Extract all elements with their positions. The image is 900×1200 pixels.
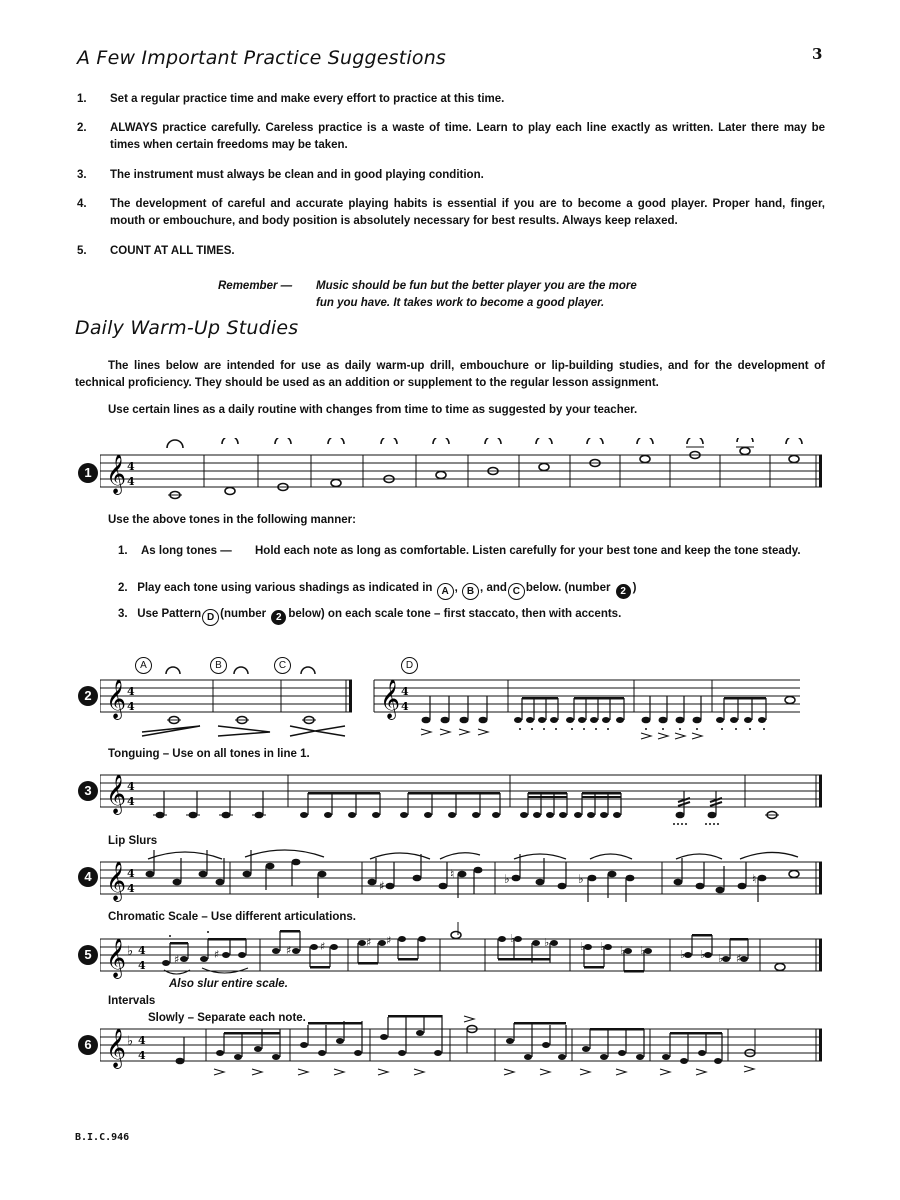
warmup-intro: The lines below are intended for use as daily warm-up drill, embouchure or lip-building studies, and for the development of technical proficiency. They should be used as an addition or supplement to the regular lesson assignment. <box>75 360 825 389</box>
mark-c-icon: C <box>274 657 291 674</box>
svg-text:♭: ♭ <box>127 944 134 959</box>
svg-text:♯: ♯ <box>366 936 372 949</box>
treble-clef-icon: 𝄞 <box>106 938 127 978</box>
usage-item3: 3. Use Pattern D (number 2 below) on each scale tone – first staccato, then with accents. <box>118 606 621 626</box>
tonguing-label: Tonguing – Use on all tones in line 1. <box>108 748 310 760</box>
number-2-icon: 2 <box>616 584 631 599</box>
svg-text:♯: ♯ <box>174 953 180 966</box>
mark-b-icon: B <box>462 583 479 600</box>
mark-c-icon: C <box>508 583 525 600</box>
svg-text:4: 4 <box>127 795 135 808</box>
usage-intro: Use the above tones in the following manner: <box>108 514 356 526</box>
section-title: Daily Warm-Up Studies <box>75 317 299 339</box>
staff-line-5 <box>100 922 830 982</box>
line-number-1: 1 <box>78 463 98 483</box>
suggestion-text: COUNT AT ALL TIMES. <box>110 245 235 257</box>
mark-a-icon: A <box>437 583 454 600</box>
svg-text:4: 4 <box>127 882 135 895</box>
usage-item1-text: Hold each note as long as comfortable. Listen carefully for your best tone and keep the tone steady. <box>255 545 801 557</box>
svg-text:♭: ♭ <box>578 872 584 886</box>
remember-label: Remember — <box>218 280 293 292</box>
remember-line-1: Music should be fun but the better player you are the more <box>316 280 637 292</box>
svg-text:♭: ♭ <box>600 940 606 953</box>
mark-a-icon: A <box>135 657 152 674</box>
number-2-icon: 2 <box>271 610 286 625</box>
line-number-4: 4 <box>78 867 98 887</box>
slur-note: Also slur entire scale. <box>169 978 288 990</box>
svg-text:4: 4 <box>138 959 146 972</box>
mark-d-icon: D <box>401 657 418 674</box>
treble-clef-icon: 𝄞 <box>106 861 127 901</box>
footer-code: B.I.C.946 <box>75 1132 130 1143</box>
treble-clef-icon: 𝄞 <box>106 454 127 494</box>
intervals-label: Intervals <box>108 995 156 1007</box>
svg-text:4: 4 <box>138 944 146 957</box>
svg-text:4: 4 <box>401 700 409 713</box>
staff-line-1 <box>100 438 830 508</box>
svg-text:4: 4 <box>127 700 135 713</box>
treble-clef-icon: 𝄞 <box>106 774 127 814</box>
svg-text:♯: ♯ <box>736 952 742 965</box>
suggestion-text: Set a regular practice time and make every effort to practice at this time. <box>110 93 505 105</box>
treble-clef-icon: 𝄞 <box>106 1028 127 1068</box>
svg-text:♯: ♯ <box>320 940 326 953</box>
suggestion-number: 4. <box>77 198 87 210</box>
staff-line-2 <box>100 662 830 742</box>
usage-item2: 2. Play each tone using various shadings as indicated in A , B , and C below. (number 2 ) <box>118 580 637 600</box>
staff-line-4 <box>100 845 830 915</box>
remember-line-2: fun you have. It takes work to become a good player. <box>316 297 605 309</box>
suggestion-text: The instrument must always be clean and in good playing condition. <box>110 169 484 181</box>
line-number-6: 6 <box>78 1035 98 1055</box>
svg-text:♭: ♭ <box>640 944 646 957</box>
svg-text:4: 4 <box>127 475 135 488</box>
lip-slurs-label: Lip Slurs <box>108 835 158 847</box>
svg-text:♮: ♮ <box>450 867 455 881</box>
suggestion-number: 5. <box>77 245 87 257</box>
warmup-routine: Use certain lines as a daily routine with changes from time to time as suggested by your teacher. <box>108 404 638 416</box>
svg-text:4: 4 <box>127 867 135 880</box>
staff-line-6 <box>100 1012 830 1082</box>
svg-text:♮: ♮ <box>752 872 757 886</box>
svg-text:♭: ♭ <box>680 948 686 961</box>
svg-text:4: 4 <box>401 685 409 698</box>
slowly-label: Slowly – Separate each note. <box>148 1012 306 1024</box>
suggestion-number: 3. <box>77 169 87 181</box>
svg-text:4: 4 <box>127 780 135 793</box>
treble-clef-icon: 𝄞 <box>380 679 401 719</box>
svg-text:♭: ♭ <box>718 952 724 965</box>
svg-text:4: 4 <box>138 1049 146 1062</box>
line-number-5: 5 <box>78 945 98 965</box>
suggestion-text: ALWAYS practice carefully. Careless practice is a waste of time. Learn to play each line exactly as written. Later there may be times when certain freedoms may be taken. <box>110 122 825 151</box>
svg-text:♭: ♭ <box>700 948 706 961</box>
line-number-2: 2 <box>78 686 98 706</box>
suggestion-number: 1. <box>77 93 87 105</box>
svg-text:♯: ♯ <box>379 879 385 893</box>
treble-clef-icon: 𝄞 <box>106 679 127 719</box>
svg-text:4: 4 <box>127 685 135 698</box>
svg-text:♭: ♭ <box>544 936 550 949</box>
mark-b-icon: B <box>210 657 227 674</box>
svg-text:4: 4 <box>127 460 135 473</box>
page-title: A Few Important Practice Suggestions <box>77 47 447 69</box>
svg-text:♯: ♯ <box>386 934 392 947</box>
svg-text:♭: ♭ <box>580 940 586 953</box>
usage-number: 1. <box>118 545 128 557</box>
line-number-3: 3 <box>78 781 98 801</box>
mark-d-icon: D <box>202 609 219 626</box>
svg-text:♭: ♭ <box>620 944 626 957</box>
suggestion-number: 2. <box>77 122 87 134</box>
svg-text:4: 4 <box>138 1034 146 1047</box>
staff-line-3 <box>100 758 830 828</box>
svg-text:♭: ♭ <box>510 932 516 945</box>
svg-text:♭: ♭ <box>127 1034 134 1049</box>
page-number: 3 <box>812 45 823 63</box>
svg-text:♯: ♯ <box>286 944 292 957</box>
chromatic-label: Chromatic Scale – Use different articulations. <box>108 911 356 923</box>
svg-text:♯: ♯ <box>214 948 220 961</box>
suggestion-text: The development of careful and accurate playing habits is essential if you are to become a good player. Proper hand, finger, mouth or embouchure, and body position is absolutely necessary for best results. Always keep relaxed. <box>110 198 825 227</box>
usage-item1-label: As long tones — <box>141 545 232 557</box>
svg-text:♭: ♭ <box>504 872 510 886</box>
